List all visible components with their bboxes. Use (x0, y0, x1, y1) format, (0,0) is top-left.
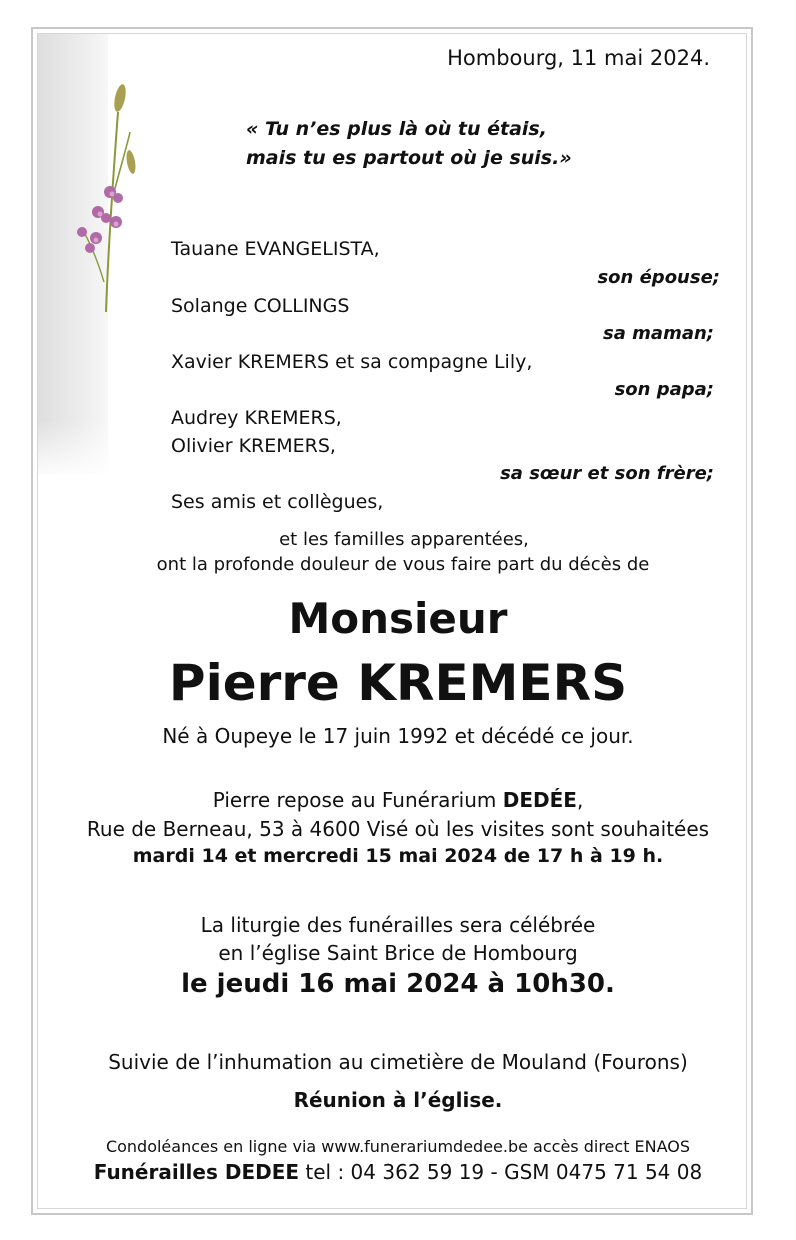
family-name-mother: Solange COLLINGS (171, 295, 350, 317)
family-name-friends: Ses amis et collègues, (171, 491, 384, 513)
families-line: et les familles apparentées, (279, 529, 529, 550)
burial-line: Suivie de l’inhumation au cimetière de Mouland (Fourons) (108, 1050, 688, 1074)
family-name-sister: Audrey KREMERS, (171, 407, 342, 429)
repose-prefix: Pierre repose au Funérarium (212, 788, 503, 812)
relation-father: son papa; (614, 379, 714, 400)
announce-line: ont la profonde douleur de vous faire part du décès de (156, 554, 650, 575)
relation-mother: sa maman; (603, 323, 714, 344)
quote-line-1: « Tu n’es plus là où tu étais, (246, 118, 547, 140)
condolences-line: Condoléances en ligne via www.funerariumdedee.be accès direct ENAOS (105, 1137, 691, 1156)
deceased-name: Pierre KREMERS (168, 654, 628, 712)
visit-times: mardi 14 et mercredi 15 mai 2024 de 17 h à 19 h. (132, 845, 664, 867)
side-panel-fade (38, 420, 108, 480)
birth-line: Né à Oupeye le 17 juin 1992 et décédé ce jour. (162, 724, 634, 748)
date-line: Hombourg, 11 mai 2024. (447, 46, 710, 70)
relation-spouse: son épouse; (597, 267, 720, 288)
contact-line (0, 1160, 796, 1184)
repose-suffix: , (576, 788, 584, 812)
funerarium-name: DEDÉE (502, 788, 577, 812)
family-name-father: Xavier KREMERS et sa compagne Lily, (171, 351, 533, 373)
quote-line-2: mais tu es partout où je suis.» (246, 147, 572, 169)
company-name: Funérailles DEDEE (93, 1160, 300, 1184)
liturgy-line-1: La liturgie des funérailles sera célébrée (200, 913, 596, 937)
repose-line-2: Rue de Berneau, 53 à 4600 Visé où les visites sont souhaitées (86, 817, 710, 841)
contact-numbers: tel : 04 362 59 19 - GSM 0475 71 54 08 (299, 1160, 703, 1184)
flower-illustration (62, 72, 152, 322)
deceased-title: Monsieur (288, 594, 508, 643)
funeral-date: le jeudi 16 mai 2024 à 10h30. (181, 969, 615, 999)
family-name-spouse: Tauane EVANGELISTA, (171, 238, 380, 260)
relation-siblings: sa sœur et son frère; (500, 463, 714, 484)
family-name-brother: Olivier KREMERS, (171, 435, 336, 457)
liturgy-line-2: en l’église Saint Brice de Hombourg (218, 941, 578, 965)
meeting-line: Réunion à l’église. (293, 1088, 503, 1112)
repose-line-1 (0, 788, 796, 812)
